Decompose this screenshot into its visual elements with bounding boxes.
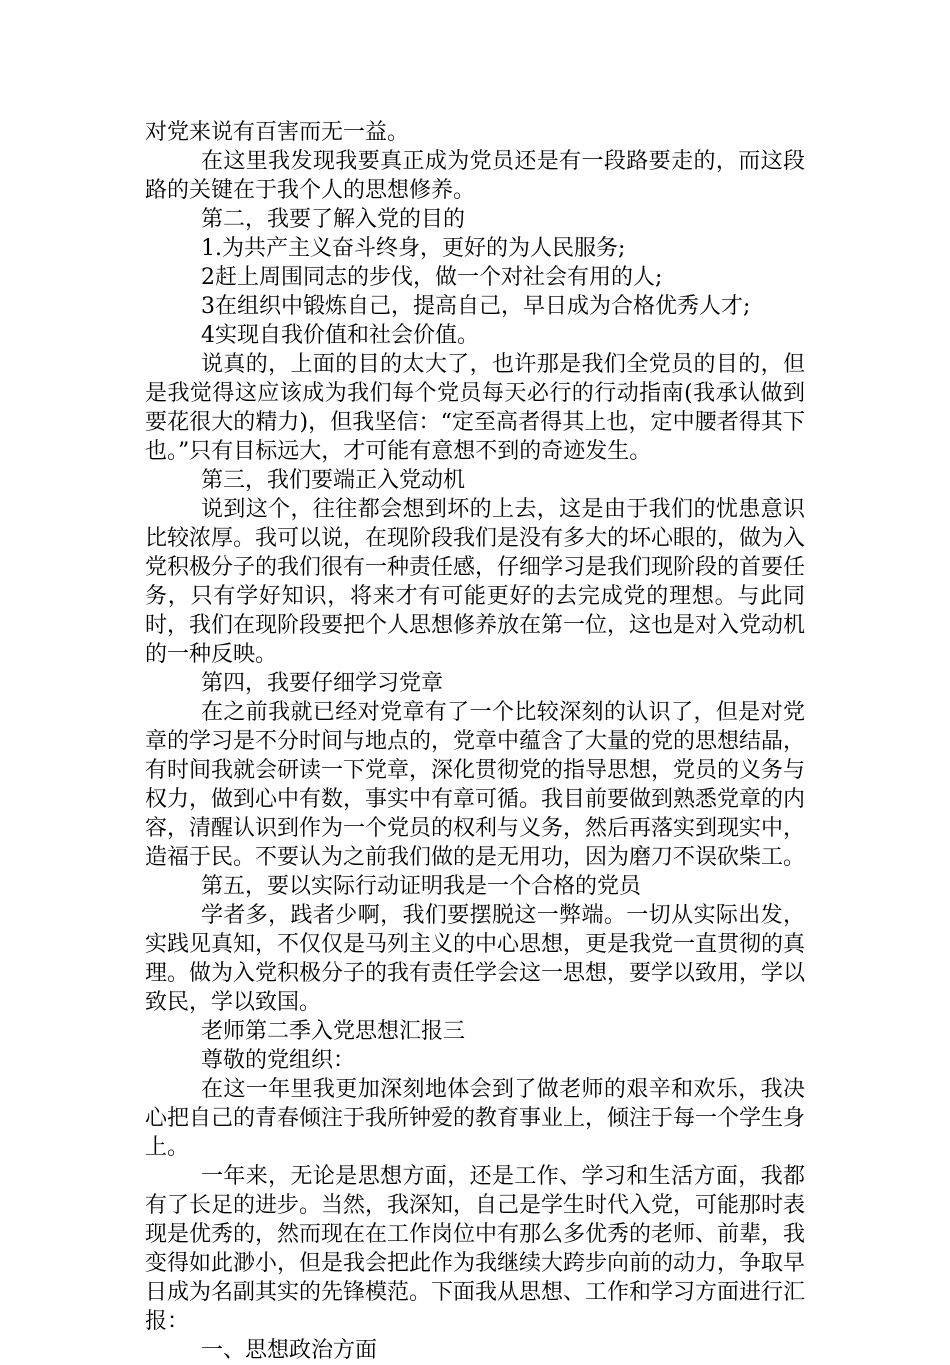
document-body [145, 118, 805, 1365]
report-title: 老师第二季入党思想汇报三 [201, 1019, 466, 1044]
section-heading: 第三，我们要端正入党动机 [201, 468, 466, 493]
section-heading: 一、思想政治方面 [201, 1338, 378, 1363]
paragraph: 说真的，上面的目的太大了，也许那是我们全党员的目的，但是我觉得这应该成为我们每个党员每天必行的行动指南(我承认做到要花很大的精力)，但我坚信：“定至高者得其上也，定中腰者得其下也。”只有目标远大，才可能有意想不到的奇迹发生。 [145, 352, 805, 464]
paragraph: 对党来说有百害而无一益。 [145, 120, 410, 145]
list-item: 4实现自我价值和社会价值。 [201, 323, 479, 348]
paragraph: 在之前我就已经对党章有了一个比较深刻的认识了，但是对党章的学习是不分时间与地点的，党章中蕴含了大量的党的思想结晶，有时间我就会研读一下党章，深化贯彻党的指导思想，党员的义务与权力，做到心中有数，事实中有章可循。我目前要做到熟悉党章的内容，清醒认识到作为一个党员的权利与义务，然后再落实到现实中，造福于民。不要认为之前我们做的是无用功，因为磨刀不误砍柴工。 [145, 700, 806, 870]
list-item: 3在组织中锻炼自己，提高自己，早日成为合格优秀人才; [201, 294, 751, 319]
paragraph: 学者多，践者少啊，我们要摆脱这一弊端。一切从实际出发，实践见真知，不仅仅是马列主义的中心思想，更是我党一直贯彻的真理。做为入党积极分子的我有责任学会这一思想，要学以致用，学以致民，学以致国。 [145, 903, 806, 1015]
section-heading: 第二，我要了解入党的目的 [201, 207, 466, 232]
paragraph: 一年来，无论是思想方面，还是工作、学习和生活方面，我都有了长足的进步。当然，我深知，自己是学生时代入党，可能那时表现是优秀的，然而现在在工作岗位中有那么多优秀的老师、前辈，我变得如此渺小，但是我会把此作为我继续大跨步向前的动力，争取早日成为名副其实的先锋模范。下面我从思想、工作和学习方面进行汇报： [145, 1164, 806, 1334]
section-heading: 第五，要以实际行动证明我是一个合格的党员 [201, 874, 642, 899]
list-item: 2赶上周围同志的步伐，做一个对社会有用的人; [201, 265, 663, 290]
paragraph: 在这一年里我更加深刻地体会到了做老师的艰辛和欢乐，我决心把自己的青春倾注于我所钟爱的教育事业上，倾注于每一个学生身上。 [145, 1077, 806, 1160]
section-heading: 第四，我要仔细学习党章 [201, 671, 444, 696]
paragraph: 在这里我发现我要真正成为党员还是有一段路要走的，而这段路的关键在于我个人的思想修养。 [145, 149, 805, 203]
list-item: 1.为共产主义奋斗终身，更好的为人民服务; [201, 236, 626, 261]
salutation: 尊敬的党组织： [201, 1048, 356, 1073]
paragraph: 说到这个，往往都会想到坏的上去，这是由于我们的忧患意识比较浓厚。我可以说，在现阶段我们是没有多大的坏心眼的，做为入党积极分子的我们很有一种责任感，仔细学习是我们现阶段的首要任务，只有学好知识，将来才有可能更好的去完成党的理想。与此同时，我们在现阶段要把个人思想修养放在第一位，这也是对入党动机的一种反映。 [145, 497, 806, 667]
